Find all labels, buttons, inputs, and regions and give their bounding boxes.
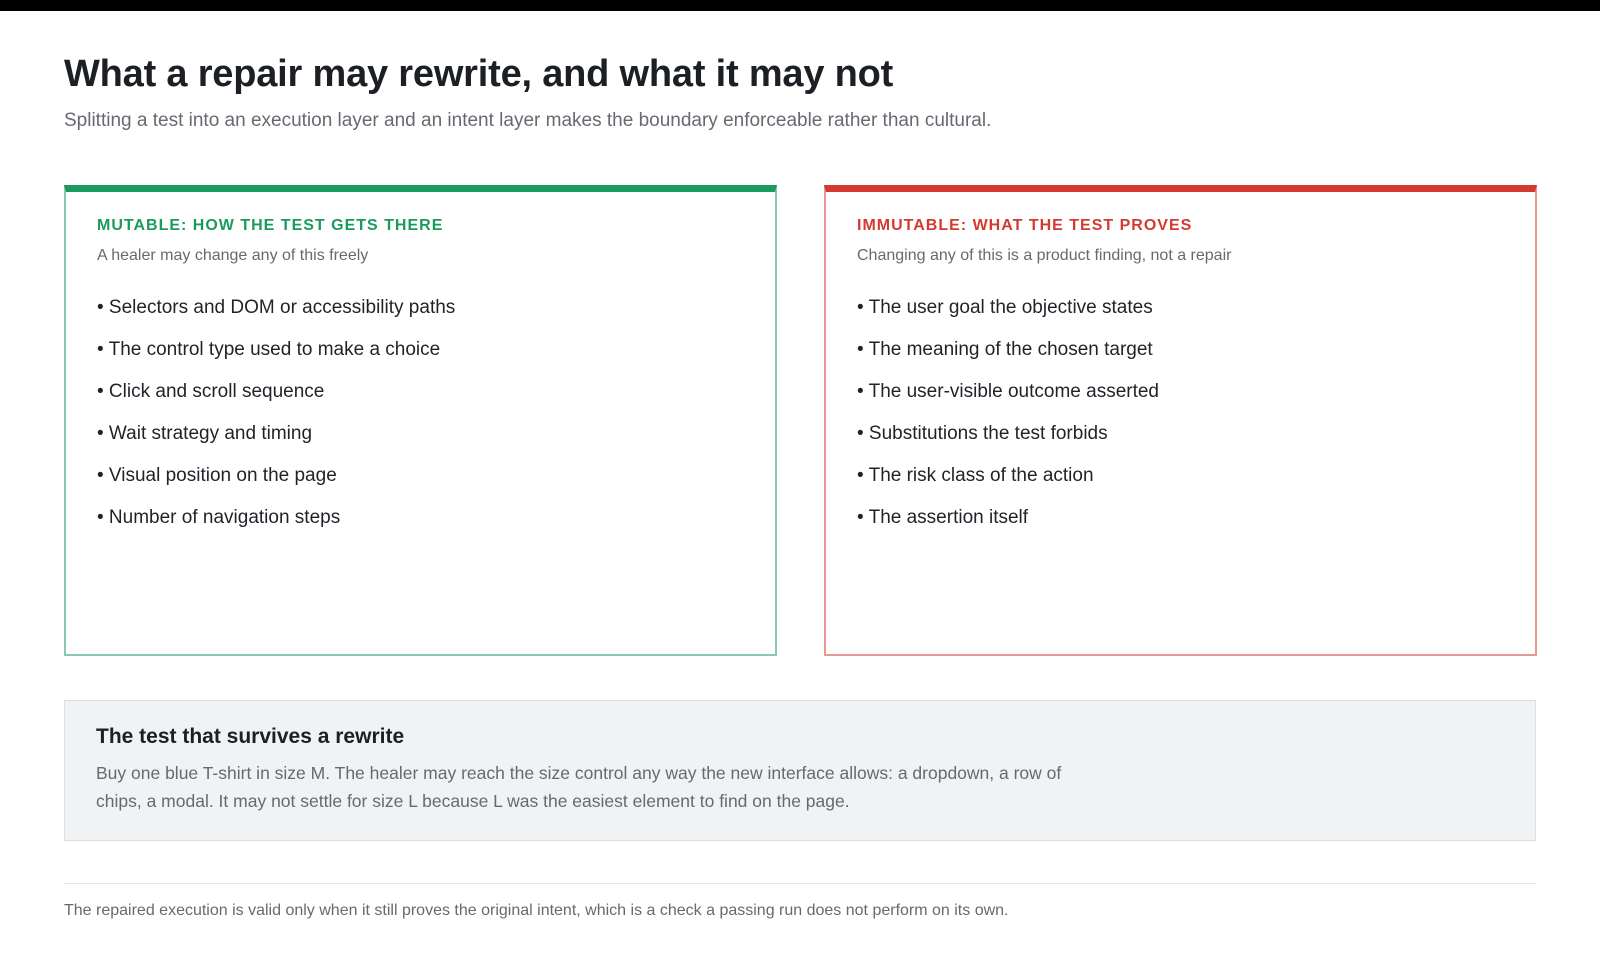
list-item: • The assertion itself: [857, 507, 1029, 528]
list-item: • Selectors and DOM or accessibility paths: [97, 297, 456, 318]
mutable-card: [64, 185, 777, 656]
list-item: • The risk class of the action: [857, 465, 1094, 486]
mutable-heading: MUTABLE: HOW THE TEST GETS THERE: [97, 217, 444, 234]
mutable-list: [97, 295, 455, 547]
example-callout: [64, 700, 1536, 841]
example-title: The test that survives a rewrite: [96, 725, 405, 748]
page-subtitle: Splitting a test into an execution layer and an intent layer makes the boundary enforceable rather than cultural.: [64, 110, 992, 131]
list-item: • Click and scroll sequence: [97, 381, 325, 402]
list-item: • Number of navigation steps: [97, 507, 341, 528]
list-item: • Visual position on the page: [97, 465, 337, 486]
list-item: • Substitutions the test forbids: [857, 423, 1108, 444]
list-item: • The user-visible outcome asserted: [857, 381, 1159, 402]
mutable-subheading: A healer may change any of this freely: [97, 247, 369, 264]
immutable-list: [857, 295, 1159, 547]
divider: [64, 883, 1536, 884]
example-body: Buy one blue T-shirt in size M. The healer may reach the size control any way the new interface allows: a dropdown, a row of chips, a modal. It may not settle for size L because L was the easiest element to find on the page.: [96, 763, 1062, 811]
immutable-card: [824, 185, 1537, 656]
list-item: • The meaning of the chosen target: [857, 339, 1153, 360]
top-bar: [0, 0, 1600, 11]
immutable-heading: IMMUTABLE: WHAT THE TEST PROVES: [857, 217, 1193, 234]
footnote: The repaired execution is valid only when it still proves the original intent, which is a check a passing run does not perform on its own.: [64, 902, 1009, 919]
immutable-subheading: Changing any of this is a product finding, not a repair: [857, 247, 1232, 264]
list-item: • The user goal the objective states: [857, 297, 1153, 318]
list-item: • The control type used to make a choice: [97, 339, 441, 360]
page-title: What a repair may rewrite, and what it may not: [64, 53, 894, 95]
list-item: • Wait strategy and timing: [97, 423, 313, 444]
